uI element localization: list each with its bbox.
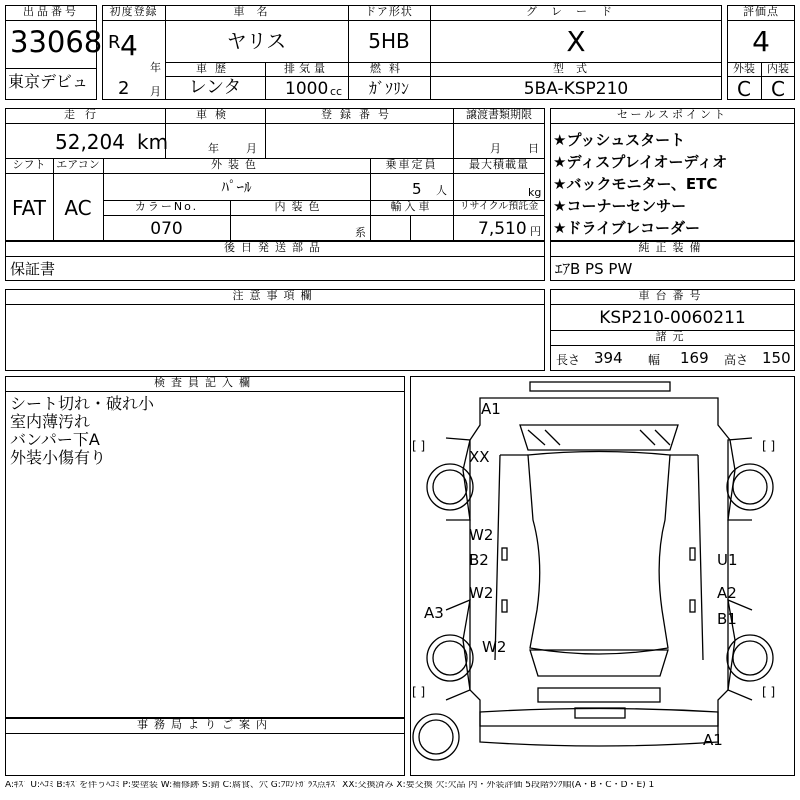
recycle-unit: 円 [530, 225, 541, 238]
venue: 東京デビュ [8, 72, 89, 91]
car-name: ヤリス [226, 29, 287, 53]
damage-mark-a1-front: A1 [481, 400, 501, 418]
first-reg-label: 初度登録 [109, 5, 158, 18]
ac: AC [64, 196, 92, 220]
capacity-unit: 人 [436, 184, 447, 197]
int-color-label: 内装色 [274, 200, 326, 213]
history: レンタ [188, 77, 242, 98]
sales-point-item: ★ディスプレイオーディオ [553, 153, 728, 171]
capacity-label: 乗車定員 [385, 158, 438, 171]
inspection-label: 車検 [196, 108, 234, 121]
later-parts-label: 後日発送部品 [224, 241, 326, 254]
interior-grade: C [771, 77, 785, 101]
damage-mark-u1: U1 [717, 551, 738, 569]
transfer-day: 日 [528, 142, 539, 155]
displacement-label: 排気量 [284, 62, 329, 75]
transfer-label: 譲渡書類期限 [466, 108, 532, 121]
reg-month: 2 [118, 78, 130, 99]
grade: X [566, 25, 586, 58]
color-no: 070 [150, 219, 183, 239]
import-label: 輸入車 [390, 200, 433, 213]
inspection-year-unit: 年 [208, 142, 219, 155]
legend: A:ｷｽﾞ U:ﾍｺﾐ B:ｷｽﾞを伴うﾍｺﾐ P:要塗装 W:補修跡 S:錆 C:腐食、穴 G:ﾌﾛﾝﾄｶﾞﾗｽ点ｷｽﾞ XX:交換済み X:要交換 欠:欠品 内・外装評価 5段階ﾗﾝｸ順(A・B・C・D・E) 1 [5, 781, 655, 790]
grade-label: グレード [526, 5, 626, 18]
length-label: 長さ [556, 353, 581, 367]
model-code: 5BA-KSP210 [523, 79, 629, 99]
color-no-label: カラーNo. [134, 200, 199, 213]
score-label: 評価点 [743, 5, 779, 18]
damage-mark-a3: A3 [424, 604, 444, 622]
later-parts-value: 保証書 [10, 260, 56, 278]
car-name-label: 車名 [233, 5, 280, 18]
recycle-label: リサイクル預託金 [459, 201, 539, 212]
equipment-value: ｴｱB PS PW [555, 260, 633, 278]
bracket-right-lower: [ ] [762, 685, 776, 699]
sales-point-item: ★プッシュスタート [553, 131, 686, 149]
sales-points-label: セールスポイント [616, 108, 728, 121]
shift: FAT [11, 196, 46, 220]
bracket-left-lower: [ ] [412, 685, 426, 699]
width-value: 169 [680, 349, 709, 367]
inspector-notes [10, 395, 154, 467]
model-label: 型式 [553, 62, 599, 75]
chassis-number: KSP210-0060211 [599, 308, 746, 328]
reg-no-label: 登録番号 [321, 108, 397, 121]
sales-point-item: ★バックモニター、ETC [553, 175, 718, 193]
ext-color: ﾊﾟｰﾙ [221, 178, 252, 196]
damage-diagram-box [410, 376, 795, 776]
shift-label: シフト [12, 158, 46, 171]
mileage: 52,204 [55, 130, 125, 154]
inspector-note-line: シート切れ・破れ小 [10, 394, 155, 413]
history-label: 車歴 [196, 62, 234, 75]
inspector-label: 検査員記入欄 [154, 376, 256, 389]
bracket-right-upper: [ ] [762, 439, 776, 453]
exterior-label: 外装 [733, 62, 755, 75]
damage-mark-b1: B1 [717, 610, 737, 628]
damage-mark-w2-rear: W2 [482, 638, 507, 656]
width-label: 幅 [648, 353, 661, 367]
inspector-note-line: 外装小傷有り [10, 448, 107, 467]
height-value: 150 [762, 349, 791, 367]
inspector-note-line: バンパー下A [10, 430, 100, 449]
capacity: 5 [412, 180, 422, 198]
reg-year: 4 [120, 29, 138, 62]
damage-mark-w2-left-rear-door: W2 [469, 584, 494, 602]
max-load-unit: kg [528, 186, 542, 199]
displacement-unit: cc [330, 85, 343, 98]
damage-mark-w2-left-front-door: W2 [469, 526, 494, 544]
sales-points-list [553, 129, 793, 239]
chassis-label: 車台番号 [638, 289, 707, 302]
door-type: 5HB [368, 29, 410, 53]
reg-year-unit: 年 [150, 61, 161, 74]
lot-number-label: 出品番号 [23, 5, 79, 18]
damage-mark-xx: XX [469, 448, 490, 466]
notes-label: 注意事項欄 [232, 289, 318, 302]
sales-point-item: ★コーナーセンサー [553, 197, 687, 215]
int-color-unit: 系 [355, 226, 366, 239]
reg-month-unit: 月 [150, 85, 161, 98]
transfer-month: 月 [490, 142, 501, 155]
fuel-label: 燃料 [370, 62, 408, 75]
sales-point-item: ★ドライブレコーダー [553, 219, 700, 237]
bracket-left-upper: [ ] [412, 439, 426, 453]
lot-number: 33068 [10, 25, 103, 59]
height-label: 高さ [724, 353, 749, 367]
damage-mark-a2: A2 [717, 584, 737, 602]
max-load-label: 最大積載量 [469, 158, 529, 171]
vehicle-info-box [5, 108, 545, 241]
equipment-label: 純正装備 [638, 241, 707, 254]
mileage-label: 走行 [64, 108, 106, 121]
specs-label: 諸元 [655, 330, 690, 343]
inspector-note-line: 室内薄汚れ [10, 412, 91, 431]
displacement: 1000 [285, 79, 329, 99]
recycle-amount: 7,510 [478, 219, 527, 239]
door-label: ドア形状 [365, 5, 413, 18]
fuel: ｶﾞｿﾘﾝ [368, 79, 409, 98]
damage-mark-a1-rear: A1 [703, 731, 723, 749]
length-value: 394 [594, 349, 623, 367]
score: 4 [752, 25, 770, 58]
era: R [108, 32, 121, 53]
exterior-grade: C [737, 77, 751, 101]
ext-color-label: 外装色 [211, 158, 262, 171]
office-label: 事務局よりご案内 [137, 718, 273, 731]
damage-mark-b2: B2 [469, 551, 489, 569]
ac-label: エアコン [56, 158, 100, 171]
inspection-month-unit: 月 [246, 142, 257, 155]
interior-label: 内装 [767, 62, 789, 75]
mileage-unit: km [137, 130, 169, 154]
